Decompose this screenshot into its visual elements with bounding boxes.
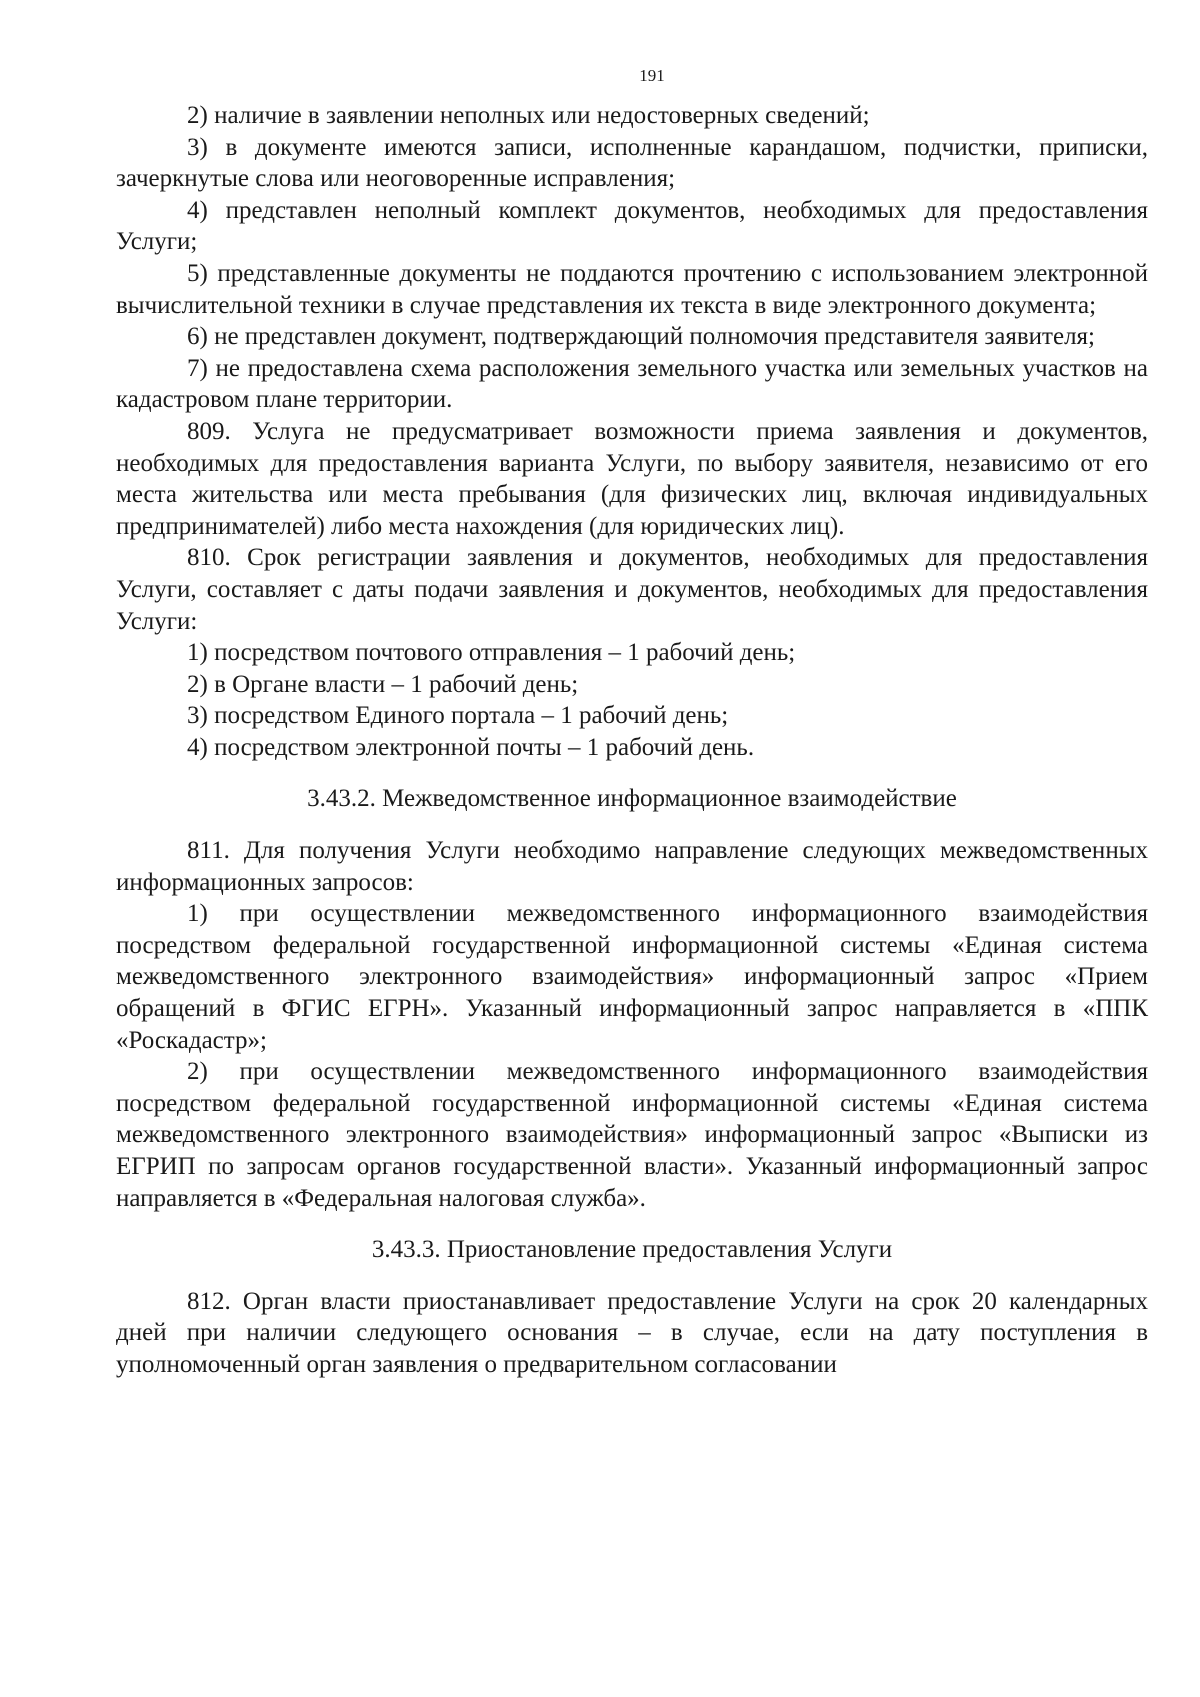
list-item: 3) посредством Единого портала – 1 рабочий день;: [187, 702, 729, 730]
list-item: 2) в Органе власти – 1 рабочий день;: [187, 670, 579, 698]
section-heading-3-43-2: 3.43.2. Межведомственное информационное взаимодействие: [307, 785, 957, 813]
paragraph-810: 810. Срок регистрации заявления и документов, необходимых для предоставления Услуги, составляет с даты подачи заявления и документов, необходимых для предоставления Услуги:: [116, 544, 1148, 635]
document-page: [116, 64, 1148, 1381]
list-item: 4) представлен неполный комплект документов, необходимых для предоставления Услуги;: [116, 196, 1148, 256]
list-item: 1) посредством почтового отправления – 1 рабочий день;: [187, 639, 796, 667]
list-item: 2) наличие в заявлении неполных или недостоверных сведений;: [187, 102, 870, 129]
list-item: 6) не представлен документ, подтверждающий полномочия представителя заявителя;: [187, 323, 1095, 351]
section-heading-3-43-3: 3.43.3. Приостановление предоставления Услуги: [371, 1236, 893, 1264]
paragraph-809: 809. Услуга не предусматривает возможности приема заявления и документов, необходимых для предоставления варианта Услуги, по выбору заявителя, независимо от его места жительства или места пребывания (для физических лиц, включая индивидуальных предпринимателей) либо места нахождения (для юридических лиц).: [116, 417, 1148, 540]
page-number: 191: [639, 66, 665, 85]
list-item: 3) в документе имеются записи, исполненные карандашом, подчистки, приписки, зачеркнутые слова или неоговоренные исправления;: [116, 133, 1148, 193]
list-item: 2) при осуществлении межведомственного информационного взаимодействия посредством федеральной государственной информационной системы «Единая система межведомственного электронного взаимодействия» информационный запрос «Выписки из ЕГРИП по запросам органов государственной власти». Указанный информационный запрос направляется в «Федеральная налоговая служба».: [116, 1058, 1148, 1212]
list-item: 5) представленные документы не поддаются прочтению с использованием электронной вычислительной техники в случае представления их текста в виде электронного документа;: [116, 259, 1148, 319]
paragraph-811: 811. Для получения Услуги необходимо направление следующих межведомственных информационных запросов:: [116, 837, 1148, 896]
list-item: 7) не предоставлена схема расположения земельного участка или земельных участков на кадастровом плане территории.: [116, 354, 1148, 414]
paragraph-812: 812. Орган власти приостанавливает предоставление Услуги на срок 20 календарных дней при наличии следующего основания – в случае, если на дату поступления в уполномоченный орган заявления о предварительном согласовании: [116, 1287, 1148, 1378]
list-item: 1) при осуществлении межведомственного информационного взаимодействия посредством федеральной государственной информационной системы «Единая система межведомственного электронного взаимодействия» информационный запрос «Прием обращений в ФГИС ЕГРН». Указанный информационный запрос направляется в «ППК «Роскадастр»;: [116, 900, 1148, 1054]
list-item: 4) посредством электронной почты – 1 рабочий день.: [187, 733, 755, 761]
